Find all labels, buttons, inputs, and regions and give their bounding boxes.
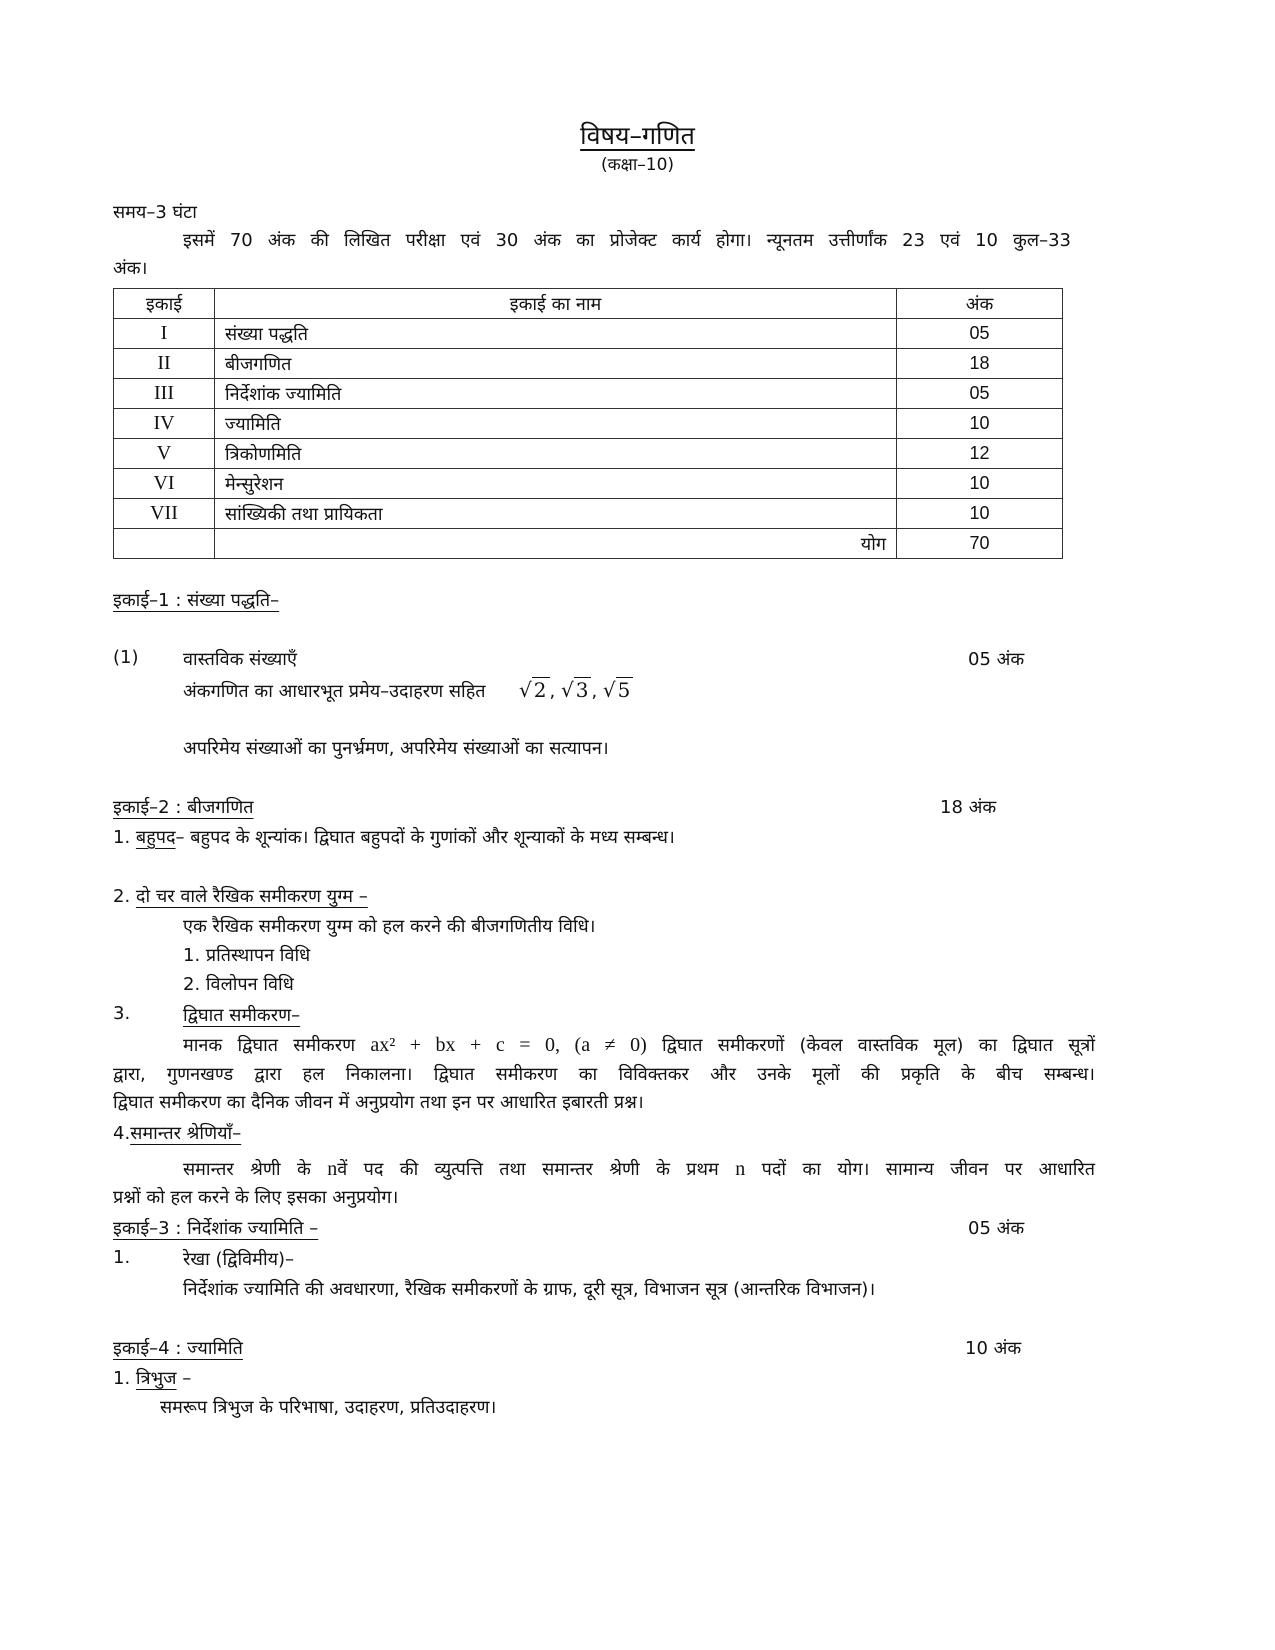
intro-paragraph-line2: अंक। bbox=[113, 258, 148, 279]
unit2-item3-title: द्विघात समीकरण– bbox=[183, 1005, 301, 1026]
unit-marks: 12 bbox=[897, 439, 1063, 469]
unit2-item2-sub2: 2. विलोपन विधि bbox=[183, 974, 294, 995]
unit-number: III bbox=[114, 379, 215, 409]
unit-name: संख्या पद्धति bbox=[215, 319, 897, 349]
unit1-item-title: वास्तविक संख्याएँ bbox=[183, 649, 297, 670]
total-label: योग bbox=[215, 529, 897, 559]
unit4-item1-text: समरूप त्रिभुज के परिभाषा, उदाहरण, प्रतिउदाहरण। bbox=[160, 1397, 497, 1418]
table-row bbox=[114, 379, 1063, 409]
unit-marks: 10 bbox=[897, 469, 1063, 499]
unit2-item4-line1: समान्तर श्रेणी के nवें पद की व्युत्पत्ति तथा समान्तर श्रेणी के प्रथम n पदों का योग। सामान्य जीवन पर आधारित bbox=[183, 1158, 1095, 1180]
unit2-item4-heading: 4.समान्तर श्रेणियाँ– bbox=[113, 1123, 242, 1144]
header-marks: अंक bbox=[897, 289, 1063, 319]
unit3-item1-text: निर्देशांक ज्यामिति की अवधारणा, रैखिक समीकरणों के ग्राफ, दूरी सूत्र, विभाजन सूत्र (आन्तरिक विभाजन)। bbox=[183, 1279, 876, 1300]
page-subtitle: (कक्षा–10) bbox=[600, 155, 675, 175]
table-row bbox=[114, 349, 1063, 379]
unit-marks: 10 bbox=[897, 409, 1063, 439]
quadratic-equation: ax² + bx + c = 0, (a ≠ 0) bbox=[370, 1034, 647, 1056]
intro-paragraph-line1: इसमें 70 अंक की लिखित परीक्षा एवं 30 अंक का प्रोजेक्ट कार्य होगा। न्यूनतम उत्तीर्णांक 23 एवं 10 कुल–33 bbox=[183, 230, 1071, 251]
header-unit: इकाई bbox=[114, 289, 215, 319]
header-unit-name: इकाई का नाम bbox=[215, 289, 897, 319]
unit-marks: 18 bbox=[897, 349, 1063, 379]
units-table bbox=[113, 288, 1063, 559]
unit1-heading: इकाई–1 : संख्या पद्धति– bbox=[113, 590, 280, 611]
unit3-heading: इकाई–3 : निर्देशांक ज्यामिति – bbox=[113, 1218, 319, 1239]
unit2-item1: 1. बहुपद– बहुपद के शून्यांक। द्विघात बहुपदों के गुणांकों और शून्याकों के मध्य सम्बन्ध। bbox=[113, 827, 675, 848]
unit1-item-number: (1) bbox=[113, 647, 139, 668]
table-row bbox=[114, 469, 1063, 499]
unit2-item3-line2: द्वारा, गुणनखण्ड द्वारा हल निकालना। द्विघात समीकरण का विविक्तकर और उनके मूलों की प्रकृति के बीच सम्बन्ध। bbox=[113, 1064, 1095, 1085]
unit-marks: 05 bbox=[897, 379, 1063, 409]
total-marks: 70 bbox=[897, 529, 1063, 559]
unit4-heading: इकाई–4 : ज्यामिति bbox=[113, 1338, 243, 1359]
unit-name: सांख्यिकी तथा प्रायिकता bbox=[215, 499, 897, 529]
unit-number: V bbox=[114, 439, 215, 469]
unit2-item3-line3: द्विघात समीकरण का दैनिक जीवन में अनुप्रयोग तथा इन पर आधारित इबारती प्रश्न। bbox=[113, 1092, 644, 1113]
unit2-item2-sub1: 1. प्रतिस्थापन विधि bbox=[183, 945, 311, 966]
empty-cell bbox=[114, 529, 215, 559]
table-row bbox=[114, 319, 1063, 349]
unit-number: VI bbox=[114, 469, 215, 499]
unit3-item1-number: 1. bbox=[113, 1247, 131, 1268]
unit3-marks: 05 अंक bbox=[968, 1218, 1025, 1239]
unit-number: VII bbox=[114, 499, 215, 529]
unit4-marks: 10 अंक bbox=[965, 1338, 1022, 1359]
unit-number: II bbox=[114, 349, 215, 379]
unit2-item3-number: 3. bbox=[113, 1003, 131, 1024]
table-total-row bbox=[114, 529, 1063, 559]
page-title: विषय–गणित bbox=[580, 121, 695, 150]
unit2-heading: इकाई–2 : बीजगणित bbox=[113, 797, 254, 818]
unit1-marks: 05 अंक bbox=[968, 649, 1025, 670]
table-row bbox=[114, 409, 1063, 439]
unit3-item1-title: रेखा (द्विविमीय)– bbox=[183, 1249, 295, 1270]
table-header-row bbox=[114, 289, 1063, 319]
unit2-item2-text: एक रैखिक समीकरण युग्म को हल करने की बीजगणितीय विधि। bbox=[183, 916, 596, 937]
unit-marks: 10 bbox=[897, 499, 1063, 529]
unit1-line1: अंकगणित का आधारभूत प्रमेय–उदाहरण सहित √ 2 , √ 3 , √ 5 bbox=[183, 678, 633, 703]
table-row bbox=[114, 499, 1063, 529]
unit4-item1-heading: 1. त्रिभुज – bbox=[113, 1368, 192, 1389]
sqrt-2: √ 2 bbox=[519, 678, 549, 702]
exam-duration: समय–3 घंटा bbox=[113, 202, 197, 223]
table-row bbox=[114, 439, 1063, 469]
unit-name: बीजगणित bbox=[215, 349, 897, 379]
unit-name: मेन्सुरेशन bbox=[215, 469, 897, 499]
sqrt-3: √ 3 bbox=[561, 678, 591, 702]
unit1-line2: अपरिमेय संख्याओं का पुनर्भ्रमण, अपरिमेय संख्याओं का सत्यापन। bbox=[183, 738, 609, 759]
unit-number: I bbox=[114, 319, 215, 349]
unit-marks: 05 bbox=[897, 319, 1063, 349]
unit-name: त्रिकोणमिति bbox=[215, 439, 897, 469]
unit2-item3-line1: मानक द्विघात समीकरण ax² + bx + c = 0, (a ≠ 0) द्विघात समीकरणों (केवल वास्तविक मूल) का द्विघात सूत्रों bbox=[183, 1034, 1095, 1056]
unit-number: IV bbox=[114, 409, 215, 439]
unit-name: ज्यामिति bbox=[215, 409, 897, 439]
unit2-item2-heading: 2. दो चर वाले रैखिक समीकरण युग्म – bbox=[113, 886, 368, 907]
unit2-marks: 18 अंक bbox=[940, 797, 997, 818]
unit2-item4-line2: प्रश्नों को हल करने के लिए इसका अनुप्रयोग। bbox=[113, 1187, 399, 1208]
unit-name: निर्देशांक ज्यामिति bbox=[215, 379, 897, 409]
sqrt-5: √ 5 bbox=[603, 678, 633, 702]
